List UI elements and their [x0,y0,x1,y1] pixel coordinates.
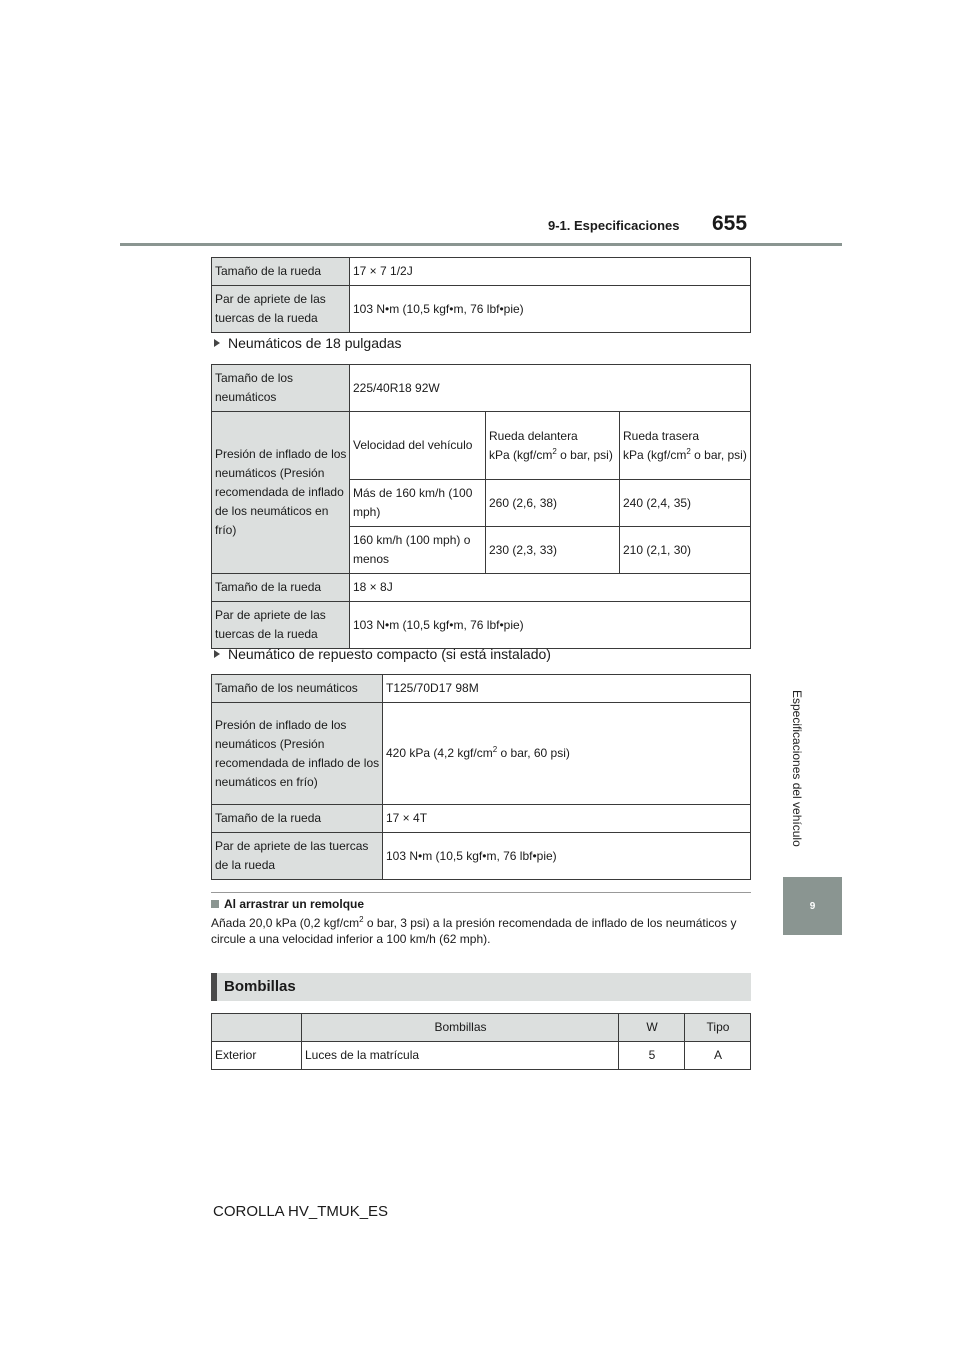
wheel-size-label: Tamaño de la rueda [212,574,350,602]
torque-label: Par de apriete de las tuercas de la rueda [212,833,383,880]
heading-accent-bar [211,973,217,1001]
bulbs-table [211,1013,751,1070]
torque-label: Par de apriete de las tuercas de la rueda [212,286,350,333]
tire-size-value: 225/40R18 92W [350,365,751,412]
page-number: 655 [712,212,748,235]
torque-label: Par de apriete de las tuercas de la rueda [212,602,350,649]
location-cell: Exterior [212,1042,302,1070]
tire-size-value: T125/70D17 98M [383,675,751,703]
torque-value: 103 N•m (10,5 kgf•m, 76 lbf•pie) [350,286,751,333]
front-pressure-cell: 260 (2,6, 38) [486,480,620,527]
tire-size-label: Tamaño de los neumáticos [212,365,350,412]
rear-pressure-cell: 210 (2,1, 30) [620,527,751,574]
speed-cell: 160 km/h (100 mph) o menos [350,527,486,574]
speed-cell: Más de 160 km/h (100 mph) [350,480,486,527]
header-rule [120,243,842,246]
tire-size-label: Tamaño de los neumáticos [212,675,383,703]
triangle-bullet-icon [214,650,220,658]
spare-tire-spec-table [211,674,751,880]
watt-cell: 5 [619,1042,685,1070]
table-row [212,1042,751,1070]
wheel-size-value: 18 × 8J [350,574,751,602]
torque-value: 103 N•m (10,5 kgf•m, 76 lbf•pie) [383,833,751,880]
type-column-header: Tipo [685,1014,751,1042]
triangle-bullet-icon [214,339,220,347]
wheel-size-value: 17 × 4T [383,805,751,833]
section-title: 9-1. Especificaciones [548,218,680,233]
tire-spec-table-18in [211,364,751,649]
bulbs-heading: Bombillas [224,978,296,995]
wheel-spec-table-top [211,257,751,333]
chapter-tab: 9 [783,877,842,935]
empty-header-cell [212,1014,302,1042]
note-title: Al arrastrar un remolque [211,897,364,911]
pressure-value: 420 kPa (4,2 kgf/$cm^2$ o bar, 60 psi) [383,703,751,805]
wheel-size-label: Tamaño de la rueda [212,805,383,833]
pressure-label: Presión de inflado de los neumáticos (Presión recomendada de inflado de los neumáticos en frío) [212,703,383,805]
front-wheel-header: Rueda delantera kPa ($kgf/cm^2$ o bar, psi) [486,412,620,480]
rear-pressure-cell: 240 (2,4, 35) [620,480,751,527]
front-pressure-cell: 230 (2,3, 33) [486,527,620,574]
section-heading-18in: Neumáticos de 18 pulgadas [214,335,402,351]
note-divider [211,892,751,893]
type-cell: A [685,1042,751,1070]
wheel-size-label: Tamaño de la rueda [212,258,350,286]
torque-value: 103 N•m (10,5 kgf•m, 76 lbf•pie) [350,602,751,649]
bulbs-column-header: Bombillas [302,1014,619,1042]
bulb-name-cell: Luces de la matrícula [302,1042,619,1070]
watt-column-header: W [619,1014,685,1042]
pressure-label: Presión de inflado de los neumáticos (Presión recomendada de inflado de los neumáticos en frío) [212,412,350,574]
square-bullet-icon [211,900,219,908]
wheel-size-value: 17 × 7 1/2J [350,258,751,286]
bulbs-heading-band [211,973,751,1001]
side-chapter-label: Especificaciones del vehículo [790,690,804,847]
note-text: Añada 20,0 kPa (0,2 kgf/$cm^2$ o bar, 3 psi) a la presión recomendada de inflado de los neumáticos y circule a una velocidad inferior a 100 km/h (62 mph). [211,915,737,946]
rear-wheel-header: Rueda trasera kPa ($kgf/cm^2$ o bar, psi) [620,412,751,480]
speed-header: Velocidad del vehículo [350,412,486,480]
footer-model: COROLLA HV_TMUK_ES [213,1203,389,1220]
section-heading-spare: Neumático de repuesto compacto (si está instalado) [214,646,551,662]
